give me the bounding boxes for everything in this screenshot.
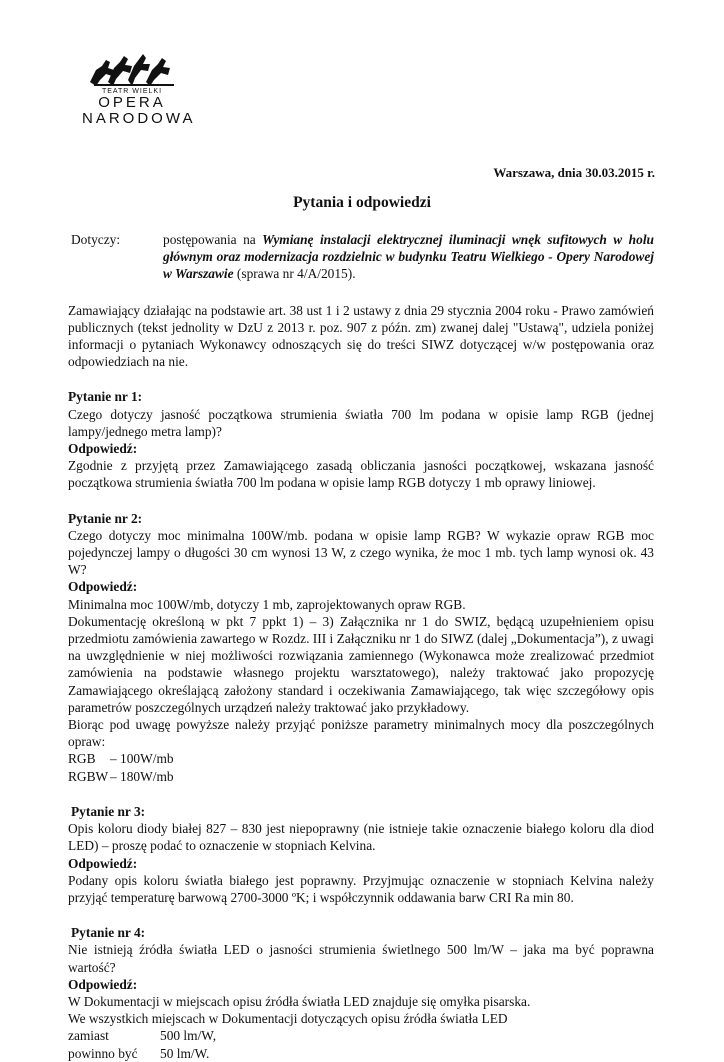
rgbw-value: – 180W/mb [110, 768, 174, 784]
logo-opera: OPERA [98, 94, 166, 111]
question-2 [68, 510, 654, 785]
powinno-row [68, 1045, 654, 1062]
question-4-label: Pytanie nr 4: [71, 925, 146, 941]
rgbw-label: RGBW [68, 768, 109, 784]
document-title: Pytania i odpowiedzi [293, 194, 431, 211]
intro-paragraph: Zamawiający działając na podstawie art. 38 ust 1 i 2 ustawy z dnia 29 stycznia 2004 roku - Prawo zamówień publicznych (tekst jednolity w DzU z 2013 r. poz. 907 z późn. zm) zwanej dalej "Ustawą", udziela poniżej informacji o pytaniach Wykonawcy odnoszących się do treści SIWZ dotyczącej w/w postępowania oraz odpowiedziach na nie. [68, 302, 654, 370]
logo-narodowa: NARODOWA [82, 110, 196, 127]
question-3 [68, 803, 654, 906]
answer-2-text-2: Dokumentację określoną w pkt 7 ppkt 1) – 3) Załącznika nr 1 do SWIZ, będącą uzupełnieniem opisu przedmiotu zamówienia zawartego w Rozdz. III i Załączniku nr 1 do SIWZ (dalej „Dokumentacja”), z uwagi na uwzględnienie w niej możliwości rozwiązania zamiennego (Wykonawca może zrealizować przedmiot zamówienia na podstawie własnego projektu warsztatowego), należy traktować jako propozycję Zamawiającego określającą założony standard i oczekiwania Zamawiającego, tak więc szczegółowy opis parametrów poszczególnych urządzeń należy traktować jako przykładowy. [68, 613, 654, 715]
answer-2-text-1: Minimalna moc 100W/mb, dotyczy 1 mb, zaprojektowanych opraw RGB. [68, 596, 466, 612]
opera-logo [82, 52, 196, 127]
question-4-text: Nie istnieją źródła światła LED o jasności strumienia świetlnego 500 lm/W – jaka ma być poprawna wartość? [68, 942, 654, 975]
subject-title: Wymianę instalacji elektrycznej iluminacji wnęk sufitowych w holu głównym oraz modernizacja rozdzielnic w budynku Teatru Wielkiego - Opery Narodowej w Warszawie [163, 232, 654, 282]
zamiast-row [68, 1027, 654, 1044]
rgb-value: – 100W/mb [110, 751, 174, 767]
quadriga-horses-icon [86, 52, 182, 88]
subject-block [68, 231, 654, 283]
answer-3-text: Podany opis koloru światła białego jest poprawny. Przyjmując oznaczenie w stopniach Kelvina należy przyjąć temperaturę barwową 2700-3000 ºK; i współczynnik oddawania barw CRI Ra min 80. [68, 872, 654, 905]
rgb-row [68, 750, 654, 767]
question-1-text: Czego dotyczy jasność początkowa strumienia światła 700 lm podana w opisie lamp RGB (jednej lampy/jednego metra lamp)? [68, 406, 654, 439]
logo-teatr-wielki: TEATR WIELKI [101, 88, 163, 95]
subject-text [163, 231, 654, 283]
question-1-label: Pytanie nr 1: [68, 389, 143, 405]
zamiast-label: zamiast [68, 1028, 109, 1044]
answer-3-label: Odpowiedź: [68, 855, 138, 871]
question-4 [68, 924, 654, 1062]
answer-4-label: Odpowiedź: [68, 976, 138, 992]
answer-4-text-1: W Dokumentacji w miejscach opisu źródła światła LED znajduje się omyłka pisarska. [68, 993, 531, 1009]
subject-suffix: (sprawa nr 4/A/2015). [233, 266, 356, 282]
question-1 [68, 388, 654, 491]
subject-prefix: postępowania na [163, 232, 263, 247]
powinno-label: powinno być [68, 1045, 138, 1061]
rgb-label: RGB [68, 751, 96, 767]
answer-4-text-2: We wszystkich miejscach w Dokumentacji dotyczących opisu źródła światła LED [68, 1011, 508, 1027]
answer-1-text: Zgodnie z przyjętą przez Zamawiającego zasadą obliczania jasności początkowej, wskazana jasność początkowa strumienia światła 700 lm podana w opisie lamp RGB dotyczy 1 mb oprawy liniowej. [68, 458, 654, 491]
powinno-value: 50 lm/W. [160, 1045, 210, 1061]
answer-1-label: Odpowiedź: [68, 441, 138, 457]
rgbw-row [68, 768, 654, 785]
document-body [68, 231, 654, 1062]
subject-label: Dotyczy: [71, 232, 121, 247]
answer-2-label: Odpowiedź: [68, 579, 138, 595]
question-3-text: Opis koloru diody białej 827 – 830 jest niepoprawny (nie istnieje takie oznaczenie białego koloru dla diod LED) – proszę podać to oznaczenie w stopniach Kelvina. [68, 821, 654, 854]
question-3-label: Pytanie nr 3: [71, 803, 146, 819]
question-2-label: Pytanie nr 2: [68, 510, 143, 526]
answer-2-text-3: Biorąc pod uwagę powyższe należy przyjąć poniższe parametry minimalnych mocy dla poszczególnych opraw: [68, 717, 654, 750]
question-2-text: Czego dotyczy moc minimalna 100W/mb. podana w opisie lamp RGB? W wykazie opraw RGB moc pojedynczej lampy o długości 30 cm wynosi 13 W, z czego wynika, że moc 1 mb. tych lamp wynosi ok. 43 W? [68, 527, 654, 578]
zamiast-value: 500 lm/W, [160, 1028, 217, 1044]
document-date: Warszawa, dnia 30.03.2015 r. [493, 165, 655, 180]
